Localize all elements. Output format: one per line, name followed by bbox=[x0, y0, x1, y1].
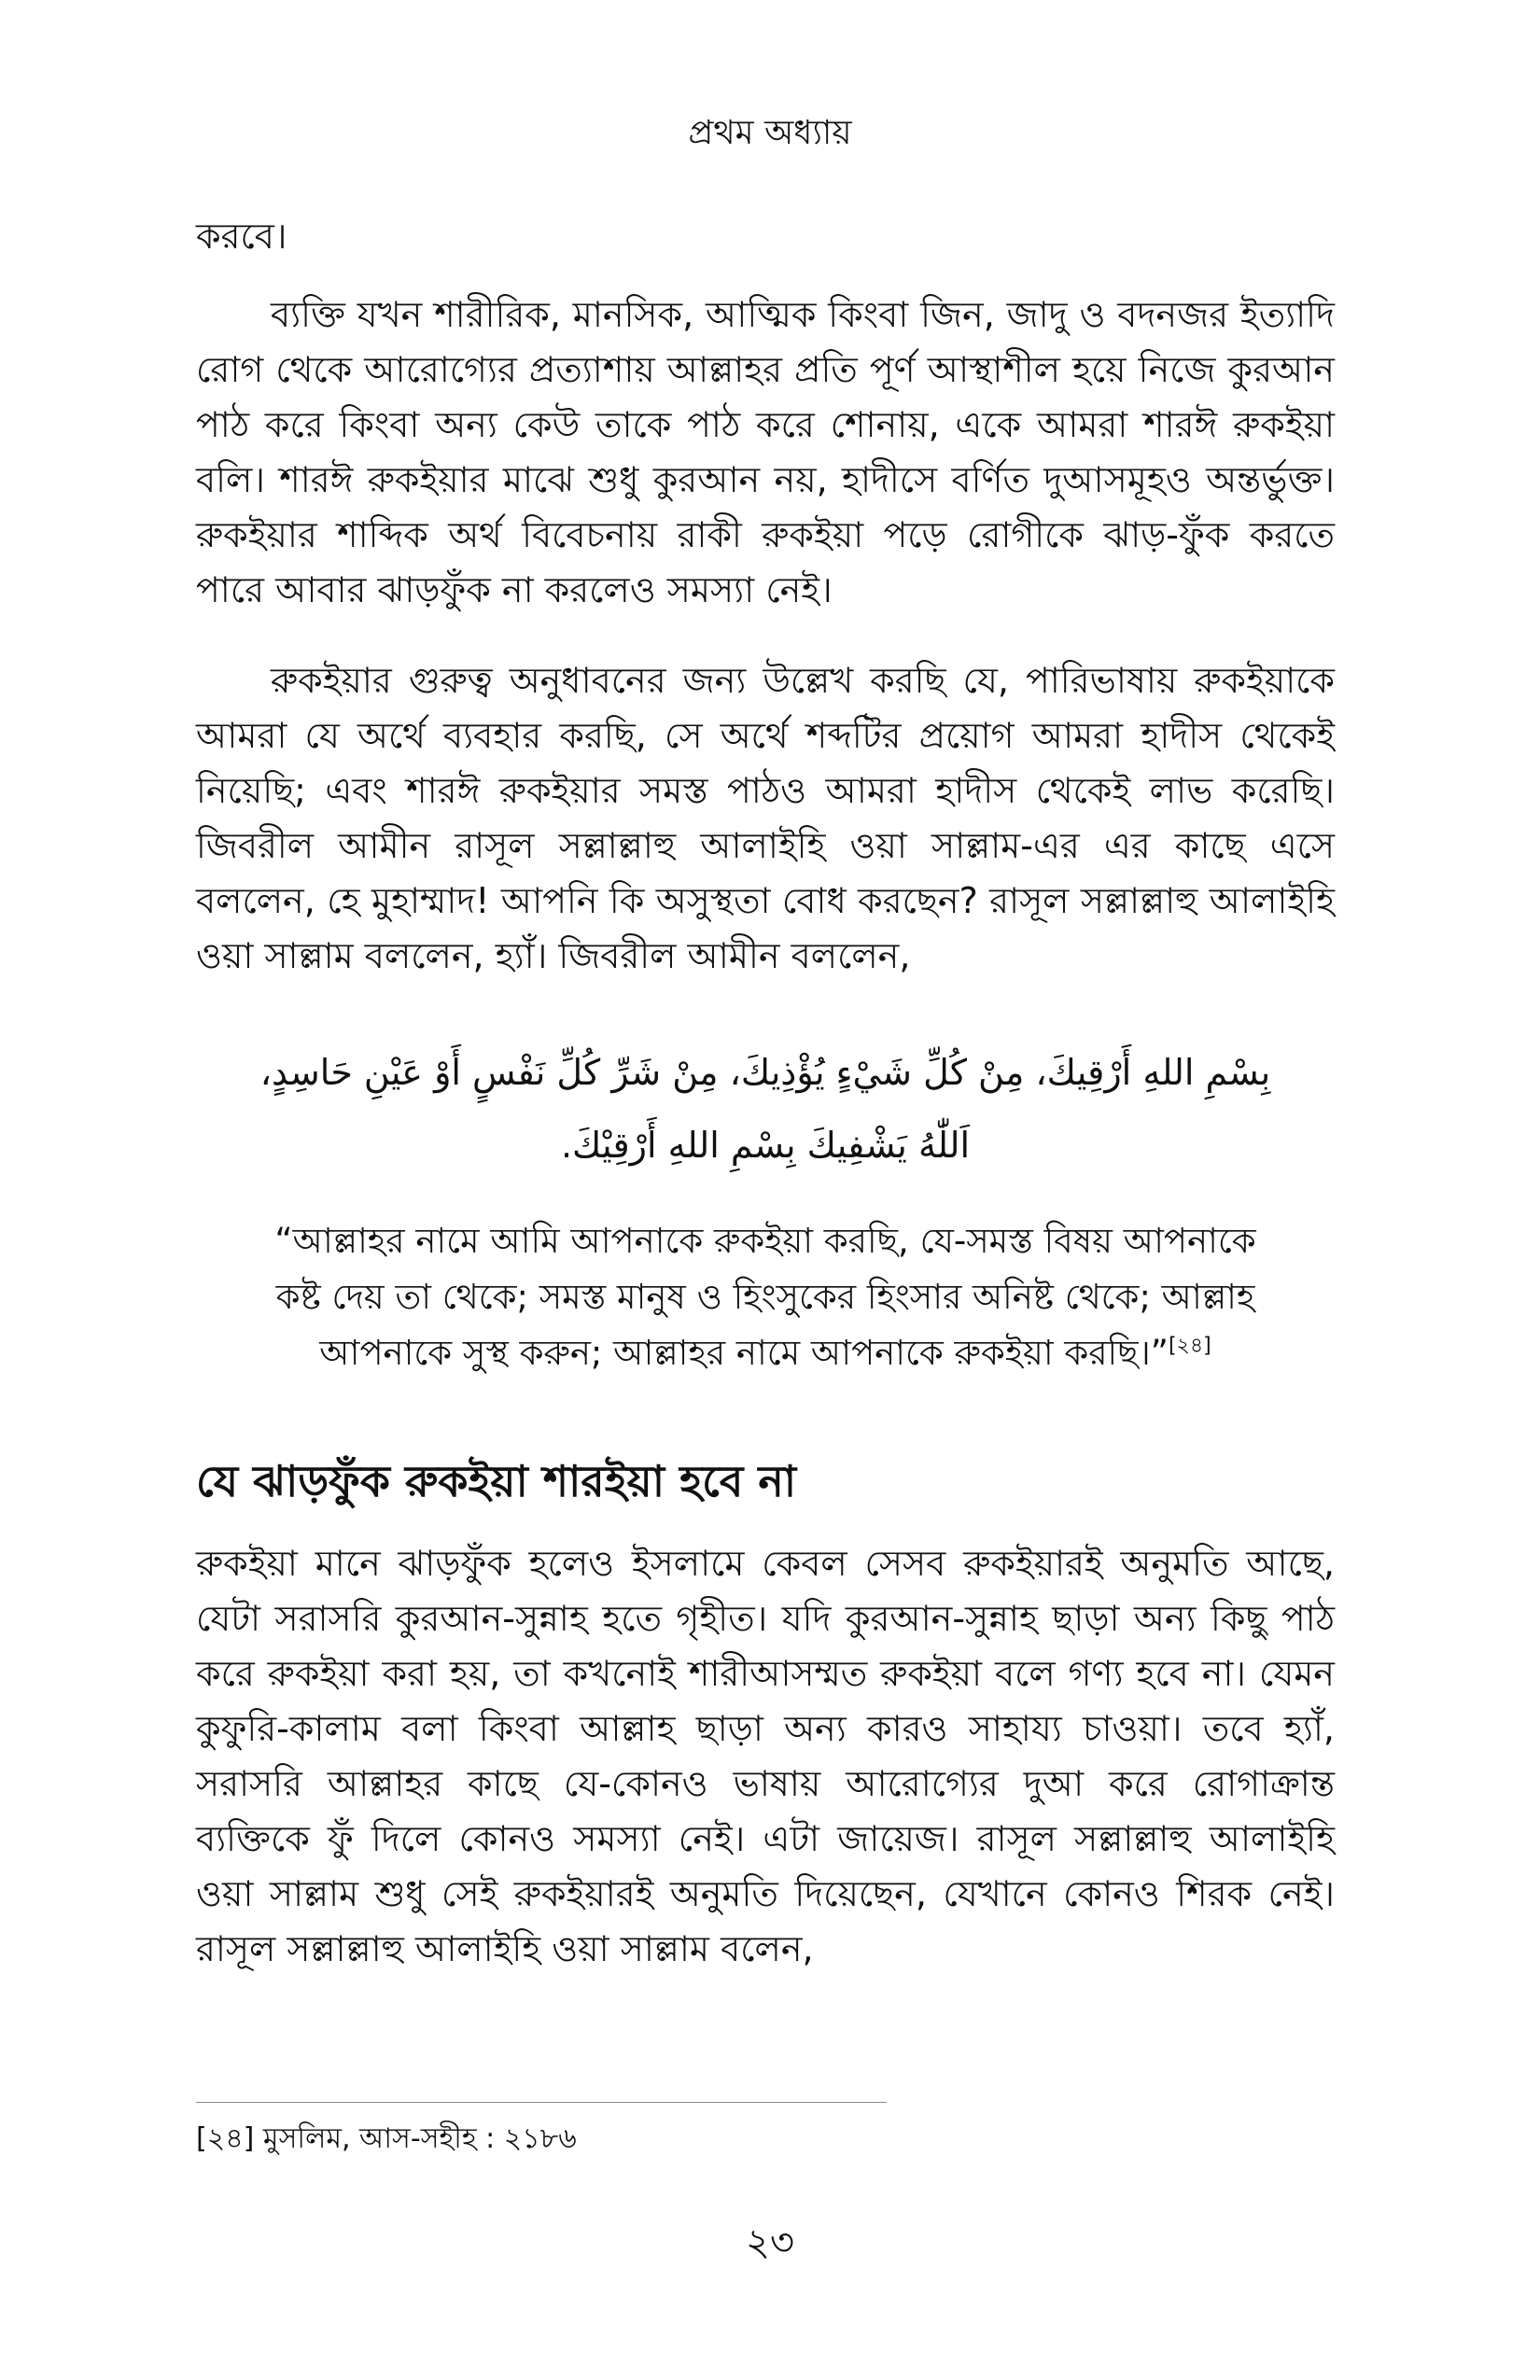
translation-quote bbox=[271, 1213, 1260, 1381]
paragraph-permissible-ruqyah: রুকইয়া মানে ঝাড়ফুঁক হলেও ইসলামে কেবল সেসব রুকইয়ারই অনুমতি আছে, যেটা সরাসরি কুরআন-সুন্নাহ হতে গৃহীত। যদি কুরআন-সুন্নাহ ছাড়া অন্য কিছু পাঠ করে রুকইয়া করা হয়, তা কখনোই শারীআসম্মত রুকইয়া বলে গণ্য হবে না। যেমন কুফুরি-কালাম বলা কিংবা আল্লাহ ছাড়া অন্য কারও সাহায্য চাওয়া। তবে হ্যাঁ, সরাসরি আল্লাহর কাছে যে-কোনও ভাষায় আরোগ্যের দুআ করে রোগাক্রান্ত ব্যক্তিকে ফুঁ দিলে কোনও সমস্যা নেই। এটা জায়েজ। রাসূল সল্লাল্লাহু আলাইহি ওয়া সাল্লাম শুধু সেই রুকইয়ারই অনুমতি দিয়েছেন, যেখানে কোনও শিরক নেই। রাসূল সল্লাল্লাহু আলাইহি ওয়া সাল্লাম বলেন, bbox=[196, 1543, 1335, 1969]
paragraph-ruqyah-definition: ব্যক্তি যখন শারীরিক, মানসিক, আত্মিক কিংবা জিন, জাদু ও বদনজর ইত্যাদি রোগ থেকে আরোগ্যের প্রত্যাশায় আল্লাহর প্রতি পূর্ণ আস্থাশীল হয়ে নিজে কুরআন পাঠ করে কিংবা অন্য কেউ তাকে পাঠ করে শোনায়, একে আমরা শারঈ রুকইয়া বলি। শারঈ রুকইয়ার মাঝে শুধু কুরআন নয়, হাদীসে বর্ণিত দুআসমূহও অন্তর্ভুক্ত। রুকইয়ার শাব্দিক অর্থ বিবেচনায় রাকী রুকইয়া পড়ে রোগীকে ঝাড়-ফুঁক করতে পারে আবার ঝাড়ফুঁক না করলেও সমস্যা নেই। bbox=[196, 294, 1335, 610]
footnote: [২৪] মুসলিম, আস-সহীহ : ২১৮৬ bbox=[196, 2122, 577, 2155]
page-number: ২৩ bbox=[745, 2221, 794, 2264]
footnote-divider bbox=[196, 2102, 887, 2103]
footnote-reference[interactable]: [২৪] bbox=[1168, 1334, 1211, 1358]
paragraph-continuation: করবে। bbox=[196, 216, 287, 257]
arabic-dua-line-1: بِسْمِ اللهِ أَرْقِيكَ، مِنْ كُلِّ شَيْءٍ يُؤْذِيكَ، مِنْ شَرِّ كُلِّ نَفْسٍ أَوْ عَيْنِ حَاسِدٍ، bbox=[259, 1052, 1271, 1093]
running-head: প্রথম অধ্যায় bbox=[688, 114, 852, 152]
paragraph-ruqyah-importance: রুকইয়ার গুরুত্ব অনুধাবনের জন্য উল্লেখ করছি যে, পারিভাষায় রুকইয়াকে আমরা যে অর্থে ব্যবহার করছি, সে অর্থে শব্দটির প্রয়োগ আমরা হাদীস থেকেই নিয়েছি; এবং শারঈ রুকইয়ার সমস্ত পাঠও আমরা হাদীস থেকেই লাভ করেছি। জিবরীল আমীন রাসূল সল্লাল্লাহু আলাইহি ওয়া সাল্লাম-এর এর কাছে এসে বললেন, হে মুহাম্মাদ! আপনি কি অসুস্থতা বোধ করছেন? রাসূল সল্লাল্লাহু আলাইহি ওয়া সাল্লাম বললেন, হ্যাঁ। জিবরীল আমীন বললেন, bbox=[196, 660, 1335, 976]
quote-text: “আল্লাহর নামে আমি আপনাকে রুকইয়া করছি, যে-সমস্ত বিষয় আপনাকে কষ্ট দেয় তা থেকে; সমস্ত মানুষ ও হিংসুকের হিংসার অনিষ্ট থেকে; আল্লাহ আপনাকে সুস্থ করুন; আল্লাহর নামে আপনাকে রুকইয়া করছি।” bbox=[274, 1221, 1256, 1373]
section-heading: যে ঝাড়ফুঁক রুকইয়া শারইয়া হবে না bbox=[196, 1456, 797, 1506]
arabic-dua-line-2: اَللّٰهُ يَشْفِيكَ بِسْمِ اللهِ أَرْقِيْكَ. bbox=[560, 1125, 971, 1166]
